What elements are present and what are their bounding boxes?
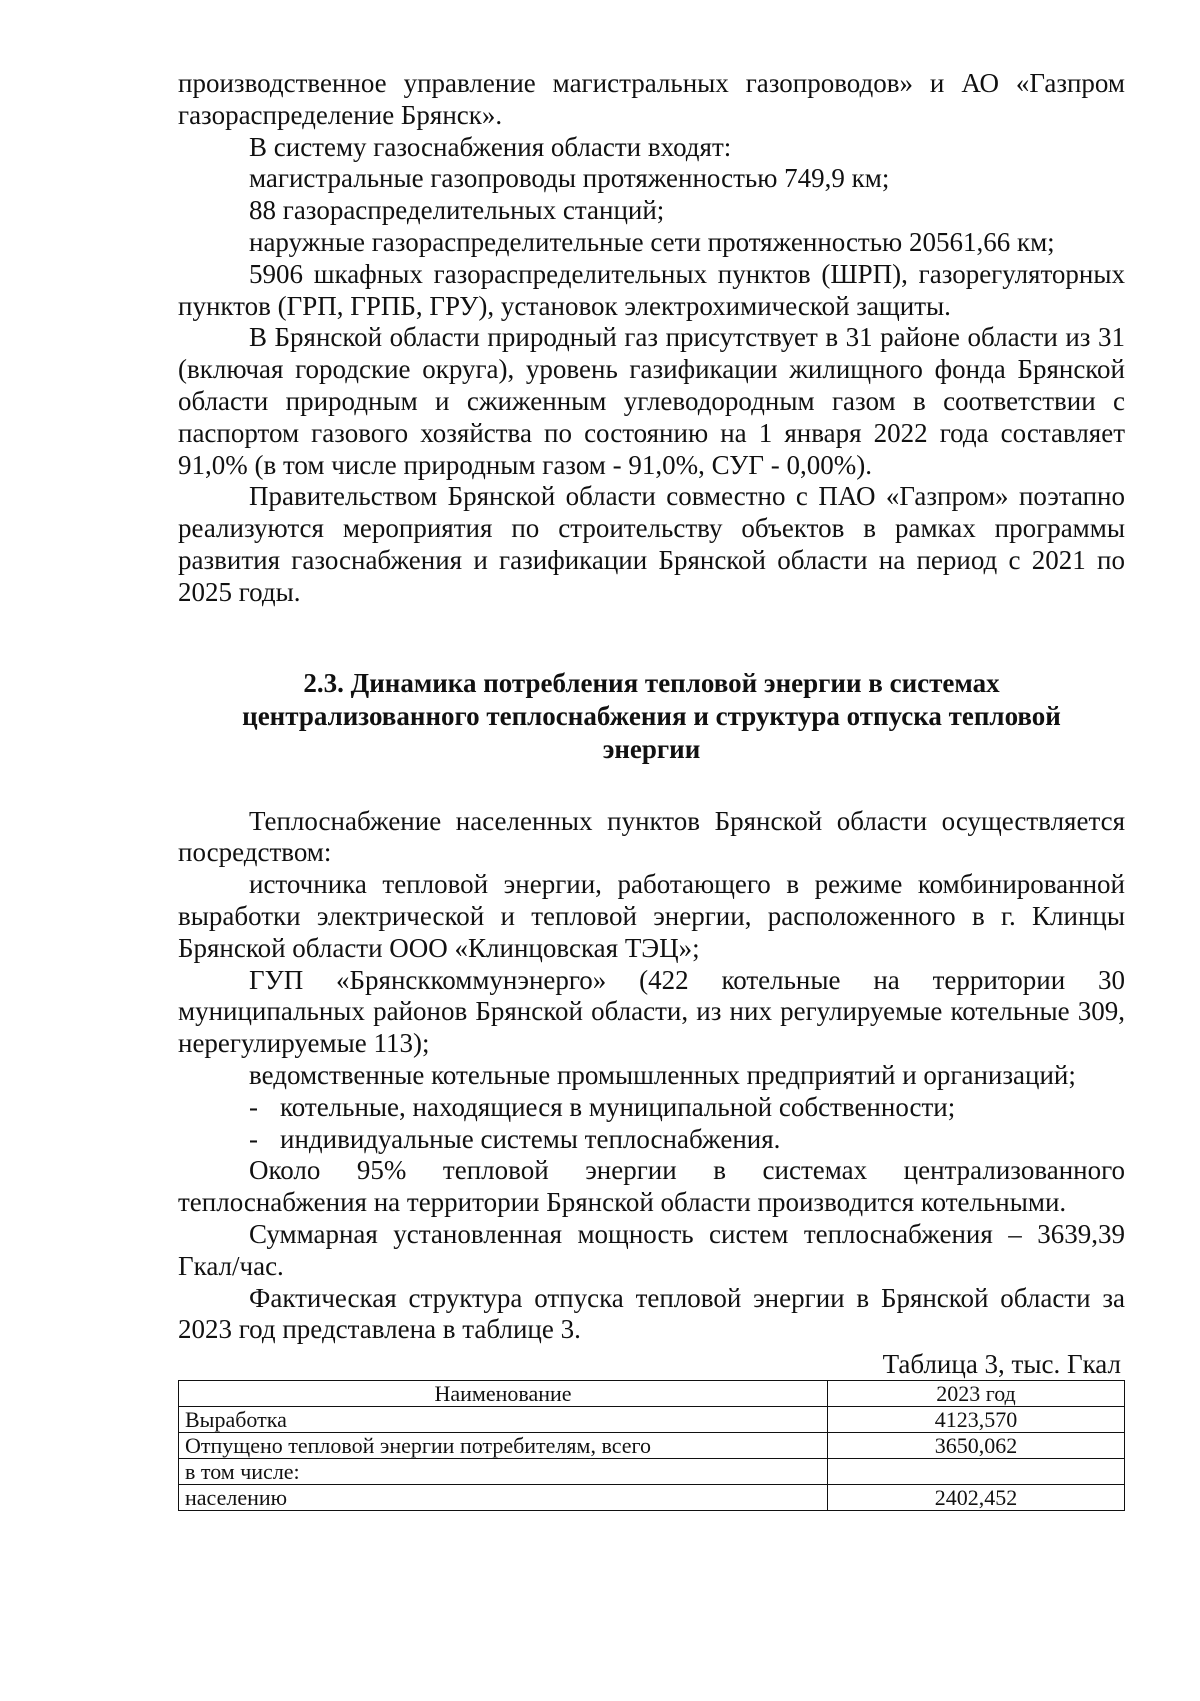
table-row <box>179 1433 1125 1459</box>
bullet-item <box>249 1124 1125 1156</box>
table-cell-value: 2402,452 <box>828 1485 1125 1511</box>
paragraph: ГУП «Брянсккоммунэнерго» (422 котельные на территории 30 муниципальных районов Брянской области, из них регулируемые котельные 309, нерегулируемые 113); <box>178 964 1125 1059</box>
table-cell-value <box>828 1459 1125 1485</box>
table-cell-name: Отпущено тепловой энергии потребителям, всего <box>179 1433 828 1459</box>
paragraph: В Брянской области природный газ присутствует в 31 районе области из 31 (включая городские округа), уровень газификации жилищного фонда Брянской области природным и сжиженным углеводородным газом в соответствии с паспортом газового хозяйства по состоянию на 1 января 2022 года составляет 91,0% (в том числе природным газом - 91,0%, СУГ - 0,00%). <box>178 322 1125 480</box>
paragraph: магистральные газопроводы протяженностью 749,9 км; <box>249 163 890 194</box>
paragraph: Около 95% тепловой энергии в системах централизованного теплоснабжения на территории Брянской области производится котельными. <box>178 1155 1125 1218</box>
table-header-cell: 2023 год <box>828 1381 1125 1407</box>
bullet-item <box>249 1092 1125 1124</box>
paragraph: производственное управление магистральных газопроводов» и АО «Газпром газораспределение Брянск». <box>178 68 1125 130</box>
document-page <box>178 68 1125 1511</box>
paragraph: В систему газоснабжения области входят: <box>249 131 732 162</box>
paragraph: Теплоснабжение населенных пунктов Брянской области осуществляется посредством: <box>178 805 1125 868</box>
table-cell-name: в том числе: <box>179 1459 828 1485</box>
paragraph: Правительством Брянской области совместно с ПАО «Газпром» поэтапно реализуются мероприятия по строительству объектов в рамках программы развития газоснабжения и газификации Брянской области на период с 2021 по 2025 годы. <box>178 481 1125 607</box>
table-cell-name: Выработка <box>179 1407 828 1433</box>
bullet-dash: - <box>249 1091 258 1122</box>
table-cell-value: 4123,570 <box>828 1407 1125 1433</box>
paragraph: Фактическая структура отпуска тепловой энергии в Брянской области за 2023 год представлена в таблице 3. <box>178 1282 1125 1345</box>
paragraph: источника тепловой энергии, работающего в режиме комбинированной выработки электрической и тепловой энергии, расположенного в г. Клинцы Брянской области ООО «Клинцовская ТЭЦ»; <box>178 869 1125 963</box>
bullet-text: индивидуальные системы теплоснабжения. <box>280 1123 781 1154</box>
table-row <box>179 1407 1125 1433</box>
table-cell-name: населению <box>179 1485 828 1511</box>
bullet-dash: - <box>249 1123 258 1154</box>
table-row <box>179 1459 1125 1485</box>
section-heading: 2.3. Динамика потребления тепловой энергии в системах централизованного теплоснабжения и структура отпуска тепловой энергии <box>242 667 1061 764</box>
bullet-text: котельные, находящиеся в муниципальной собственности; <box>280 1091 956 1122</box>
table-caption: Таблица 3, тыс. Гкал <box>882 1349 1121 1380</box>
table-row <box>179 1485 1125 1511</box>
table-header-cell: Наименование <box>179 1381 828 1407</box>
table-header-row <box>179 1381 1125 1407</box>
paragraph: ведомственные котельные промышленных предприятий и организаций; <box>249 1059 1076 1090</box>
data-table <box>178 1380 1125 1511</box>
paragraph: Суммарная установленная мощность систем теплоснабжения – 3639,39 Гкал/час. <box>178 1218 1125 1281</box>
paragraph: наружные газораспределительные сети протяженностью 20561,66 км; <box>249 226 1055 257</box>
paragraph: 5906 шкафных газораспределительных пунктов (ШРП), газорегуляторных пунктов (ГРП, ГРПБ, ГРУ), установок электрохимической защиты. <box>178 258 1125 321</box>
table-cell-value: 3650,062 <box>828 1433 1125 1459</box>
paragraph: 88 газораспределительных станций; <box>249 195 665 226</box>
